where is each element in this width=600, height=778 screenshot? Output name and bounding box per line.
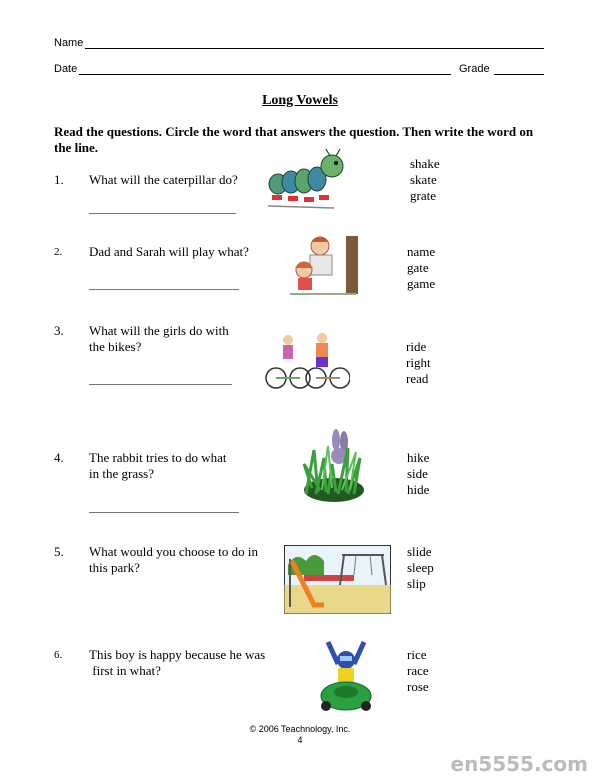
question-text-5-line-2: this park? xyxy=(89,560,140,575)
answer-line-1[interactable] xyxy=(89,213,236,214)
choice-1-a[interactable]: shake xyxy=(410,156,440,171)
choice-5-c[interactable]: slip xyxy=(407,576,426,591)
question-number-6: 6. xyxy=(54,649,63,661)
choice-4-a[interactable]: hike xyxy=(407,450,430,465)
choice-2-b[interactable]: gate xyxy=(407,260,429,275)
park-with-slide-picture xyxy=(284,545,391,614)
choice-3-b[interactable]: right xyxy=(406,355,431,370)
choice-1-c[interactable]: grate xyxy=(410,188,436,203)
question-number-1: 1. xyxy=(54,172,64,187)
page-title: Long Vowels xyxy=(262,93,338,108)
date-line[interactable] xyxy=(79,74,451,75)
caterpillar-skating-picture xyxy=(264,148,354,216)
question-text-3-line-1: What will the girls do with xyxy=(89,323,229,338)
boy-racing-kart-picture xyxy=(318,638,374,716)
question-number-3: 3. xyxy=(54,323,64,338)
question-number-5: 5. xyxy=(54,544,64,559)
choice-4-b[interactable]: side xyxy=(407,466,428,481)
name-label: Name xyxy=(54,37,84,49)
dad-and-girl-picture xyxy=(290,232,362,298)
choice-2-c[interactable]: game xyxy=(407,276,436,291)
question-number-4: 4. xyxy=(54,450,64,465)
watermark: en5555.com xyxy=(450,752,588,776)
choice-6-a[interactable]: rice xyxy=(407,647,427,662)
choice-3-a[interactable]: ride xyxy=(406,339,427,354)
question-text-5-line-1: What would you choose to do in xyxy=(89,544,258,559)
choice-6-c[interactable]: rose xyxy=(407,679,429,694)
question-text-6-line-1: This boy is happy because he was xyxy=(89,647,266,662)
rabbit-in-grass-picture xyxy=(302,428,368,504)
choice-1-b[interactable]: skate xyxy=(410,172,437,187)
choice-6-b[interactable]: race xyxy=(407,663,429,678)
choice-5-b[interactable]: sleep xyxy=(407,560,434,575)
choice-4-c[interactable]: hide xyxy=(407,482,430,497)
question-text-3-line-2: the bikes? xyxy=(89,339,142,354)
choice-5-a[interactable]: slide xyxy=(407,544,432,559)
copyright-footer: © 2006 Teachnology, Inc. xyxy=(249,724,351,734)
grade-line[interactable] xyxy=(494,74,544,75)
answer-line-2[interactable] xyxy=(89,289,239,290)
question-text-1: What will the caterpillar do? xyxy=(89,172,238,187)
question-text-4-line-1: The rabbit tries to do what xyxy=(89,450,227,465)
question-text-2: Dad and Sarah will play what? xyxy=(89,244,249,259)
name-line[interactable] xyxy=(85,48,544,49)
grade-label: Grade xyxy=(459,63,490,75)
question-text-4-line-2: in the grass? xyxy=(89,466,154,481)
choice-2-a[interactable]: name xyxy=(407,244,436,259)
instructions: Read the questions. Circle the word that answers the question. Then write the word on the line. xyxy=(54,124,534,155)
answer-line-3[interactable] xyxy=(89,384,232,385)
question-text-6-line-2: first in what? xyxy=(89,663,161,678)
date-label: Date xyxy=(54,63,78,75)
choice-3-c[interactable]: read xyxy=(406,371,429,386)
girls-on-bikes-picture xyxy=(264,330,350,392)
question-number-2: 2. xyxy=(54,246,63,258)
answer-line-4[interactable] xyxy=(89,512,239,513)
page-number: 4 xyxy=(297,735,303,745)
